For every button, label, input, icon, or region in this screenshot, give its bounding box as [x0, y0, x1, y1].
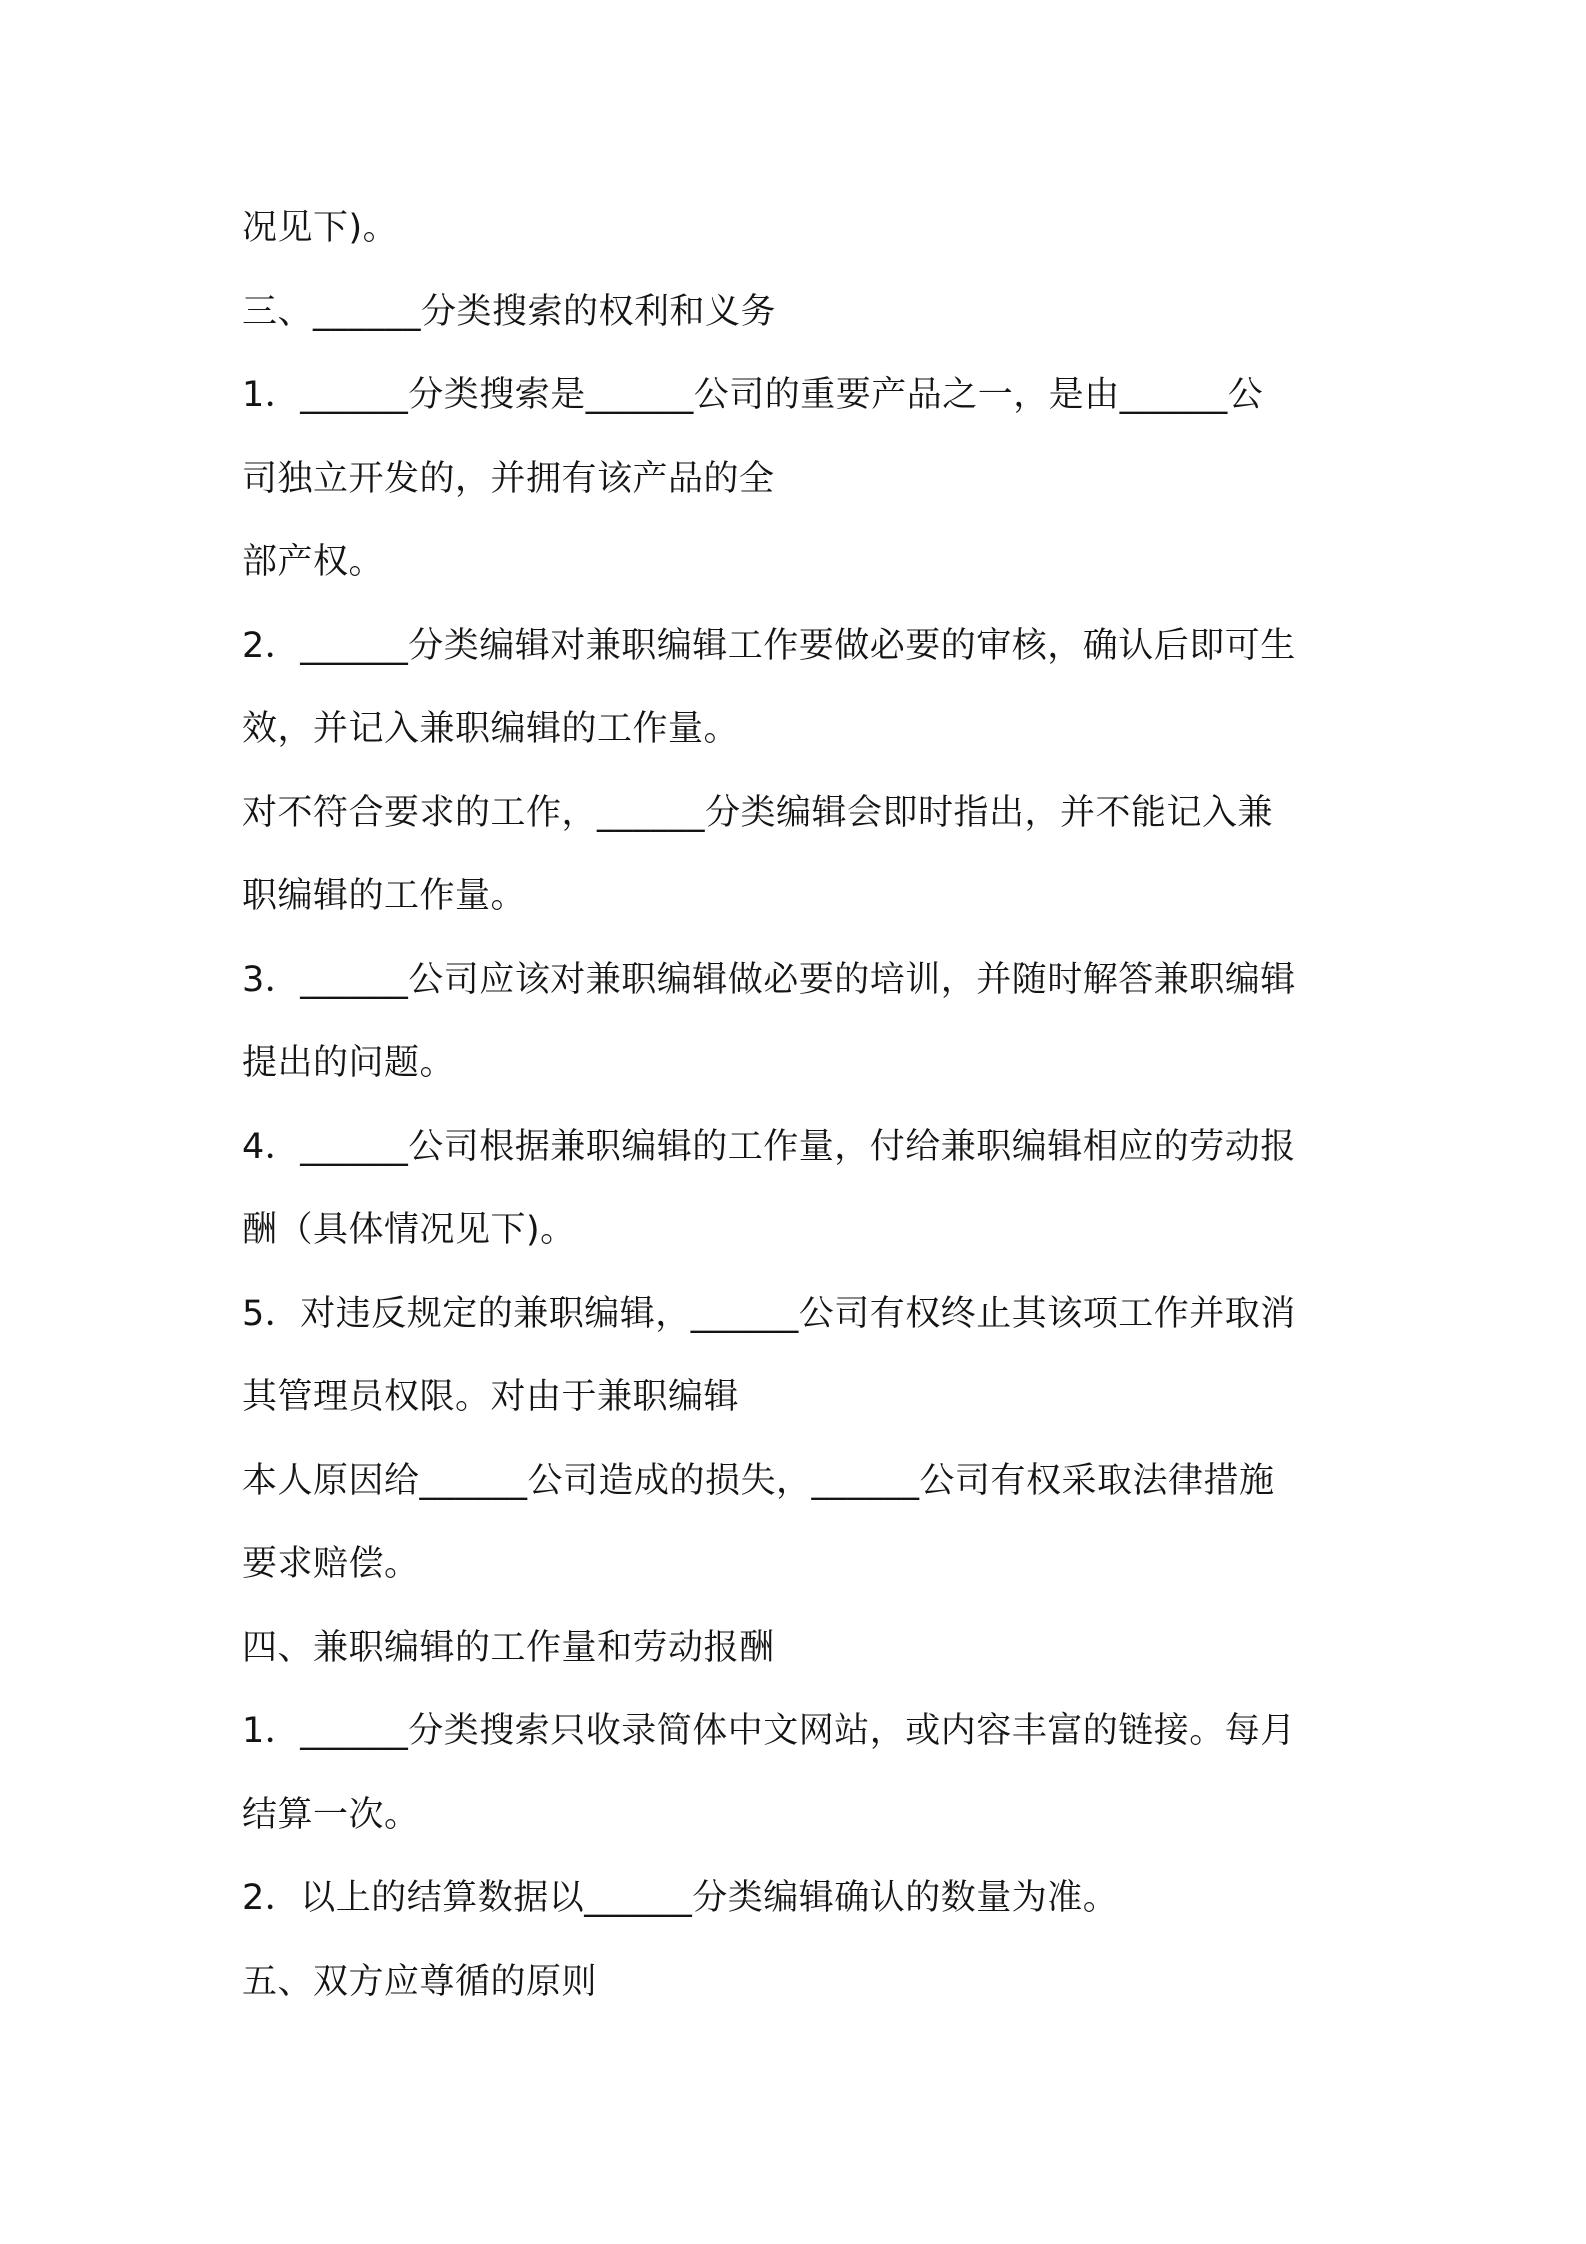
text-line: 提出的问题。 [242, 1043, 456, 1083]
text-line: 职编辑的工作量。 [242, 876, 527, 916]
text-line: 1．______分类搜索只收录简体中文网站，或内容丰富的链接。每月 [242, 1711, 1296, 1751]
text-line: 结算一次。 [242, 1794, 420, 1835]
text-line: 5．对违反规定的兼职编辑，______公司有权终止其该项工作并取消 [242, 1293, 1296, 1334]
text-line: 要求赔偿。 [242, 1544, 420, 1584]
text-line: 本人原因给______公司造成的损失，______公司有权采取法律措施 [242, 1460, 1275, 1501]
text-line: 1．______分类搜索是______公司的重要产品之一，是由______公 [242, 375, 1264, 415]
text-line: 部产权。 [242, 542, 385, 582]
section-heading: 五、双方应尊循的原则 [242, 1961, 598, 2002]
text-line: 酬（具体情况见下)。 [242, 1210, 576, 1250]
section-heading: 四、兼职编辑的工作量和劳动报酬 [242, 1627, 775, 1668]
text-line: 其管理员权限。对由于兼职编辑 [242, 1377, 740, 1417]
text-line: 2．______分类编辑对兼职编辑工作要做必要的审核，确认后即可生 [242, 625, 1296, 666]
text-line: 3．______公司应该对兼职编辑做必要的培训，并随时解答兼职编辑 [242, 959, 1296, 1000]
text-line: 司独立开发的，并拥有该产品的全 [242, 458, 775, 499]
section-heading: 三、______分类搜索的权利和义务 [242, 291, 777, 332]
text-line: 2．以上的结算数据以______分类编辑确认的数量为准。 [242, 1878, 1119, 1918]
document-body [242, 198, 1362, 2035]
text-line: 况见下)。 [242, 208, 399, 248]
text-line: 4．______公司根据兼职编辑的工作量，付给兼职编辑相应的劳动报 [242, 1126, 1296, 1167]
text-line: 对不符合要求的工作，______分类编辑会即时指出，并不能记入兼 [242, 792, 1274, 833]
text-line: 效，并记入兼职编辑的工作量。 [242, 709, 740, 749]
